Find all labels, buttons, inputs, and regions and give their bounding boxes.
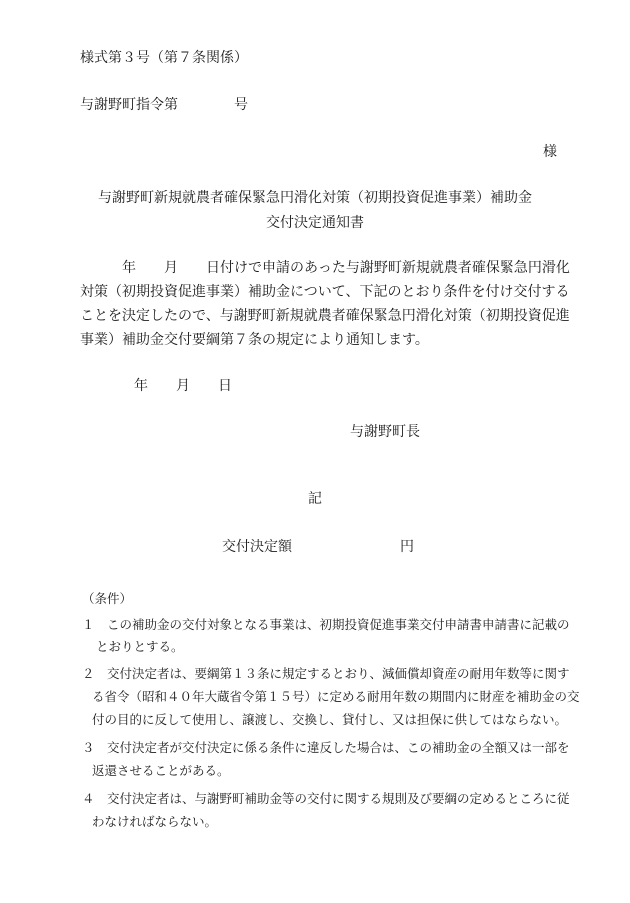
body-line-2: 対策（初期投資促進事業）補助金について、下記のとおり条件を付け交付する bbox=[80, 284, 570, 300]
condition-2-line-2: る省令（昭和４０年大蔵省令第１５号）に定める耐用年数の期間内に財産を補助金の交 bbox=[92, 689, 580, 704]
title-line-1: 与謝野町新規就農者確保緊急円滑化対策（初期投資促進事業）補助金 bbox=[98, 190, 532, 206]
title-line-2: 交付決定通知書 bbox=[266, 215, 364, 231]
amount-unit: 円 bbox=[400, 539, 414, 555]
addressee-suffix: 様 bbox=[543, 144, 557, 160]
condition-3-line-1: ３ 交付決定者が交付決定に係る条件に違反した場合は、この補助金の全額又は一部を bbox=[82, 740, 570, 755]
condition-2-line-1: ２ 交付決定者は、要綱第１３条に規定するとおり、減価償却資産の耐用年数等に関す bbox=[82, 666, 570, 681]
body-line-1: 年 月 日付けで申請のあった与謝野町新規就農者確保緊急円滑化 bbox=[80, 260, 570, 276]
issuer-name: 与謝野町長 bbox=[350, 424, 420, 440]
body-line-3: ことを決定したので、与謝野町新規就農者確保緊急円滑化対策（初期投資促進 bbox=[80, 308, 570, 324]
document-number: 与謝野町指令第 号 bbox=[80, 97, 248, 113]
condition-4-line-1: ４ 交付決定者は、与謝野町補助金等の交付に関する規則及び要綱の定めるところに従 bbox=[82, 791, 570, 806]
conditions-heading: （条件） bbox=[82, 591, 133, 606]
amount-label: 交付決定額 bbox=[222, 539, 292, 555]
form-label: 様式第３号（第７条関係） bbox=[80, 50, 248, 66]
condition-1-line-1: １ この補助金の交付対象となる事業は、初期投資促進事業交付申請書申請書に記載の bbox=[82, 617, 570, 632]
condition-4-line-2: わなければならない。 bbox=[92, 814, 218, 829]
body-line-4: 事業）補助金交付要綱第７条の規定により通知します。 bbox=[80, 332, 429, 348]
condition-1-line-2: とおりとする。 bbox=[96, 639, 184, 654]
condition-3-line-2: 返還させることがある。 bbox=[92, 763, 230, 778]
condition-2-line-3: 付の目的に反して使用し、譲渡し、交換し、貸付し、又は担保に供してはならない。 bbox=[92, 712, 568, 727]
date-line: 年 月 日 bbox=[134, 378, 232, 394]
ki-label: 記 bbox=[308, 491, 322, 507]
